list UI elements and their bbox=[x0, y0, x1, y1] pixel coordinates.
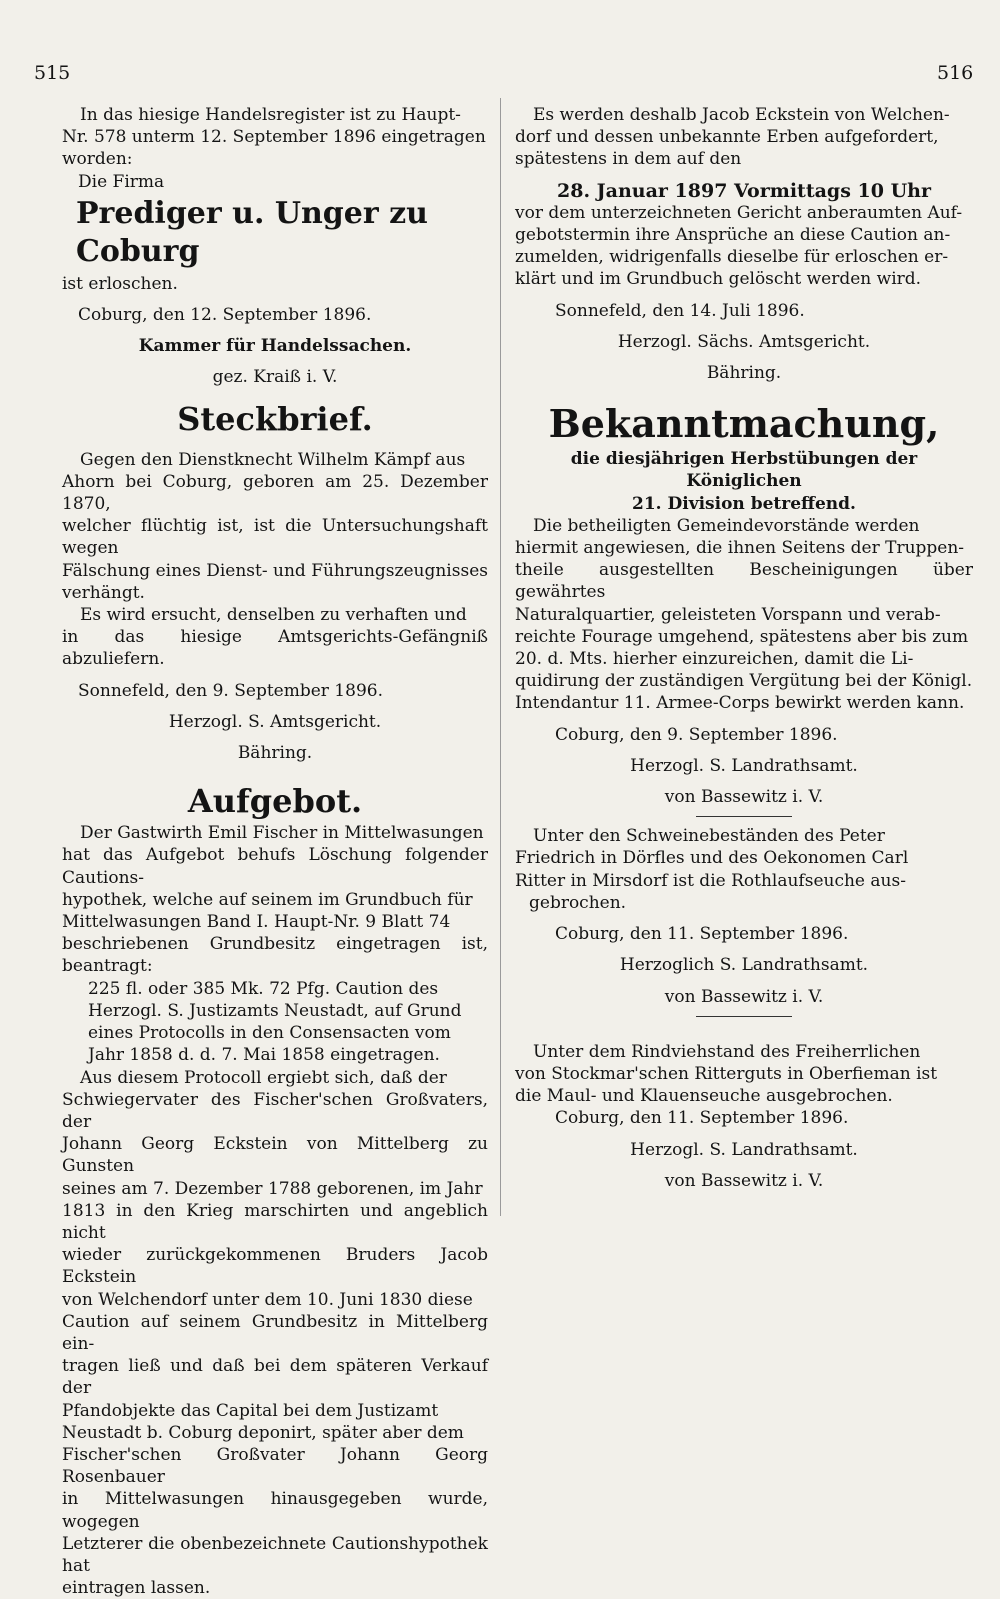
text-line: eintragen lassen. bbox=[62, 1578, 211, 1599]
text-line: Schwiegervater des Fischer'schen Großvaters, der bbox=[62, 1089, 488, 1132]
text-line: quidirung der zuständigen Vergütung bei der Königl. bbox=[515, 671, 973, 692]
text-line: Unter den Schweinebeständen des Peter bbox=[533, 826, 885, 847]
place-date: Coburg, den 9. September 1896. bbox=[555, 724, 838, 745]
text-line: verhängt. bbox=[62, 582, 145, 603]
text-line: Pfandobjekte das Capital bei dem Justizamt bbox=[62, 1400, 439, 1421]
authority: Herzogl. S. Landrathsamt. bbox=[630, 1139, 858, 1160]
text-line: dorf und dessen unbekannte Erben aufgefordert, bbox=[515, 127, 939, 148]
text-line: Fälschung eines Dienst- und Führungszeugnisses bbox=[62, 560, 488, 581]
text-line: welcher flüchtig ist, ist die Untersuchungshaft wegen bbox=[62, 516, 488, 559]
left-column bbox=[62, 104, 488, 1599]
page-number-right: 516 bbox=[937, 62, 974, 84]
authority: Herzogl. S. Landrathsamt. bbox=[630, 755, 858, 776]
text-line: Fischer'schen Großvater Johann Georg Rosenbauer bbox=[62, 1444, 488, 1488]
text-line: vor dem unterzeichneten Gericht anberaumten Auf- bbox=[515, 202, 963, 223]
text-line: hiermit angewiesen, die ihnen Seitens der Truppen- bbox=[515, 538, 965, 559]
text-line: Es wird ersucht, denselben zu verhaften und bbox=[80, 605, 467, 626]
text-line: tragen ließ und daß bei dem späteren Verkauf der bbox=[62, 1356, 488, 1399]
authority: Kammer für Handelssachen. bbox=[138, 336, 412, 357]
text-line: Die betheiligten Gemeindevorstände werden bbox=[533, 515, 920, 536]
signature: gez. Kraiß i. V. bbox=[212, 367, 338, 388]
term-date: 28. Januar 1897 Vormittags 10 Uhr bbox=[557, 179, 931, 202]
authority: Herzogl. S. Amtsgericht. bbox=[168, 711, 382, 732]
text-line: Jahr 1858 d. d. 7. Mai 1858 eingetragen. bbox=[88, 1045, 440, 1066]
text-line: Ahorn bei Coburg, geboren am 25. Dezember 1870, bbox=[62, 471, 488, 515]
text-line: Nr. 578 unterm 12. September 1896 eingetragen bbox=[62, 127, 486, 148]
page-number-left: 515 bbox=[34, 62, 71, 84]
text-line: Neustadt b. Coburg deponirt, später aber dem bbox=[62, 1422, 464, 1443]
place-date: Sonnefeld, den 9. September 1896. bbox=[78, 680, 383, 701]
text-line: spätestens in dem auf den bbox=[515, 149, 742, 170]
notice-aufgebot bbox=[62, 780, 488, 1599]
text-line: hypothek, welche auf seinem im Grundbuch für bbox=[62, 889, 473, 910]
signature: von Bassewitz i. V. bbox=[664, 787, 824, 808]
place-date: Coburg, den 11. September 1896. bbox=[555, 924, 849, 945]
signature: Bähring. bbox=[237, 743, 313, 764]
signature: Bähring. bbox=[706, 363, 782, 384]
notice-title: Bekanntmachung, bbox=[548, 401, 940, 447]
text-line: seines am 7. Dezember 1788 geborenen, im Jahr bbox=[62, 1178, 483, 1199]
text-line: Intendantur 11. Armee-Corps bewirkt werden kann. bbox=[515, 693, 965, 714]
separator-rule bbox=[696, 1016, 792, 1017]
text-line: in Mittelwasungen hinausgegeben wurde, wogegen bbox=[62, 1489, 488, 1532]
text-line: reichte Fourage umgehend, spätestens aber bis zum bbox=[515, 626, 969, 647]
notice-bekanntmachung bbox=[515, 400, 973, 808]
notice-title: Aufgebot. bbox=[187, 782, 363, 821]
place-date: Sonnefeld, den 14. Juli 1896. bbox=[555, 300, 805, 321]
notice-title: Steckbrief. bbox=[177, 399, 373, 438]
text-line: hat das Aufgebot behufs Löschung folgender Cautions- bbox=[62, 845, 488, 888]
text-line: In das hiesige Handelsregister ist zu Haupt- bbox=[80, 105, 461, 125]
text-line: Die Firma bbox=[78, 171, 165, 192]
text-line: Caution auf seinem Grundbesitz in Mittelberg ein- bbox=[62, 1311, 488, 1354]
text-line: 20. d. Mts. hierher einzureichen, damit die Li- bbox=[515, 649, 914, 670]
separator-rule bbox=[696, 816, 792, 817]
text-line: Aus diesem Protocoll ergiebt sich, daß der bbox=[80, 1067, 447, 1088]
notice-aufgebot-continued bbox=[515, 104, 973, 384]
text-line: beschriebenen Grundbesitz eingetragen ist, beantragt: bbox=[62, 934, 488, 977]
text-line: gebotstermin ihre Ansprüche an diese Caution an- bbox=[515, 225, 951, 246]
text-line: von Welchendorf unter dem 10. Juni 1830 diese bbox=[62, 1289, 473, 1310]
text-line: klärt und im Grundbuch gelöscht werden wird. bbox=[515, 269, 922, 290]
authority: Herzogl. Sächs. Amtsgericht. bbox=[617, 331, 871, 352]
signature: von Bassewitz i. V. bbox=[664, 986, 824, 1007]
notice-subtitle: die diesjährigen Herbstübungen der Königlichen bbox=[570, 449, 918, 492]
notice-subtitle: 21. Division betreffend. bbox=[632, 493, 856, 514]
right-column bbox=[515, 104, 973, 1192]
text-line: in das hiesige Amtsgerichts-Gefängniß abzuliefern. bbox=[62, 627, 488, 670]
text-line: wieder zurückgekommenen Bruders Jacob Eckstein bbox=[62, 1245, 488, 1288]
text-line: Ritter in Mirsdorf ist die Rothlaufseuche aus- bbox=[515, 870, 906, 891]
text-line: Naturalquartier, geleisteten Vorspann und verab- bbox=[515, 604, 941, 625]
text-line: theile ausgestellten Bescheinigungen über gewährtes bbox=[515, 560, 973, 603]
text-line: worden: bbox=[62, 149, 133, 170]
notice-rothlaufseuche bbox=[515, 825, 973, 1007]
text-line: Herzogl. S. Justizamts Neustadt, auf Grund bbox=[88, 1000, 462, 1021]
text-line: Johann Georg Eckstein von Mittelberg zu Gunsten bbox=[62, 1134, 488, 1177]
text-line: zumelden, widrigenfalls dieselbe für erloschen er- bbox=[515, 247, 949, 268]
text-line: Der Gastwirth Emil Fischer in Mittelwasungen bbox=[80, 823, 484, 844]
text-line: 1813 in den Krieg marschirten und angeblich nicht bbox=[62, 1200, 488, 1243]
signature: von Bassewitz i. V. bbox=[664, 1170, 824, 1191]
text-line: gebrochen. bbox=[529, 892, 627, 913]
text-line: Gegen den Dienstknecht Wilhelm Kämpf aus bbox=[80, 449, 466, 470]
text-line: Letzterer die obenbezeichnete Cautionshypothek hat bbox=[62, 1533, 488, 1576]
text-line: Mittelwasungen Band I. Haupt-Nr. 9 Blatt 74 bbox=[62, 912, 451, 933]
text-line: Es werden deshalb Jacob Eckstein von Welchen- bbox=[533, 105, 950, 125]
firm-name: Prediger u. Unger zu Coburg bbox=[76, 195, 428, 269]
text-line: Friedrich in Dörfles und des Oekonomen Carl bbox=[515, 848, 909, 869]
place-date: Coburg, den 12. September 1896. bbox=[78, 305, 372, 326]
place-date: Coburg, den 11. September 1896. bbox=[555, 1108, 849, 1129]
text-line: eines Protocolls in den Consensacten vom bbox=[88, 1023, 451, 1044]
text-line: die Maul- und Klauenseuche ausgebrochen. bbox=[515, 1086, 893, 1107]
authority: Herzoglich S. Landrathsamt. bbox=[619, 955, 869, 976]
text-line: Unter dem Rindviehstand des Freiherrlichen bbox=[533, 1041, 921, 1062]
notice-steckbrief bbox=[62, 398, 488, 765]
text-line: 225 fl. oder 385 Mk. 72 Pfg. Caution des bbox=[88, 978, 439, 999]
column-divider bbox=[500, 98, 501, 1216]
text-line: von Stockmar'schen Ritterguts in Oberfieman ist bbox=[515, 1063, 938, 1084]
text-line: ist erloschen. bbox=[62, 273, 178, 294]
notice-handelsregister bbox=[62, 104, 488, 389]
notice-maul-und-klauenseuche bbox=[515, 1041, 973, 1192]
